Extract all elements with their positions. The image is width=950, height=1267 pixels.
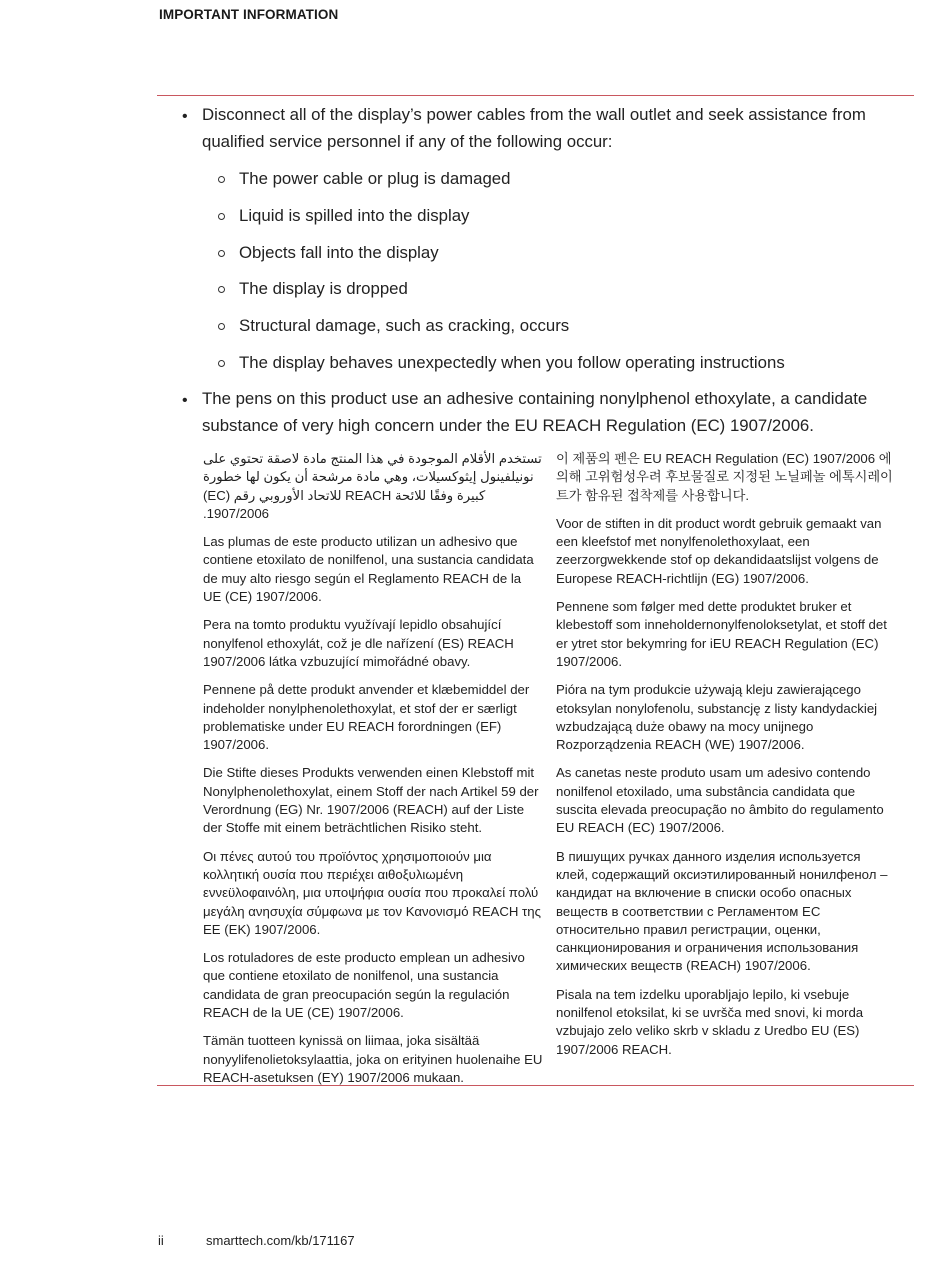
bottom-divider: [157, 1085, 914, 1086]
translations-right-column: [556, 450, 896, 1069]
page-header-title: IMPORTANT INFORMATION: [159, 7, 339, 22]
translation-slovenian: Pisala na tem izdelku uporabljajo lepilo, ki vsebuje nonilfenol etoksilat, ki se uvršča med snovi, ki morda vzbujajo zelo veliko skrb v skladu z Uredbo EU (ES) 1907/2006 REACH.: [556, 986, 864, 1057]
translation-arabic: تستخدم الأقلام الموجودة في هذا المنتج مادة لاصقة تحتوي على نونيلفينول إيثوكسيلات، وهي مادة مرشحة أن يكون لها خطورة كبيرة وفقًا للائحة REACH للاتحاد الأوروبي رقم (EC) 1907/2006.: [203, 451, 542, 521]
translation-czech: Pera na tomto produktu využívají lepidlo obsahující nonylfenol ethoxylát, což je dle nařízení (ES) REACH 1907/2006 látka vzbuzující mimořádné obavy.: [203, 617, 514, 669]
sub-bullet-circle: [218, 360, 225, 367]
top-divider: [157, 95, 914, 96]
translation-polish: Pióra na tym produkcie używają kleju zawierającego etoksylan nonylofenolu, substancję z listy kandydackiej wzbudzającą duże obawy na mocy unijnego Rozporządzenia REACH (WE) 1907/2006.: [556, 682, 878, 753]
translation-danish: Pennene på dette produkt anvender et klæbemiddel der indeholder nonylphenolethoxylat, et stof der er særligt problematiske under EU REACH forordningen (EF) 1907/2006.: [203, 682, 530, 753]
translation-norwegian: Pennene som følger med dette produktet bruker et klebestoff som inneholdernonylfenoloksetylat, et stoff det er ytret stor bekymring for iEU REACH Regulation (EC) 1907/2006.: [556, 599, 887, 669]
translation-german: Die Stifte dieses Produkts verwenden einen Klebstoff mit Nonylphenolethoxylat, einem Stoff der nach Artikel 59 der Verordnung (EG) Nr. 1907/2006 (REACH) auf der Liste der Stoffe mit einem beträchtlichen Risiko steht.: [203, 765, 539, 836]
bullet-dot: •: [182, 392, 188, 409]
translation-spanish-latam: Los rotuladores de este producto emplean un adhesivo que contiene etoxilato de nonilfenol, una sustancia candidata de gran preocupación según la regulación REACH de la UE (CE) 1907/2006.: [203, 950, 525, 1021]
sub-bullet-circle: [218, 213, 225, 220]
translation-russian: В пишущих ручках данного изделия используется клей, содержащий оксиэтилированный нонилфенол – кандидат на включение в списки особо опасных веществ в соответствии с Регламентом ЕС относительно правил регистрации, оценки, санкционирования и ограничения использования химических веществ (REACH) 1907/2006.: [556, 848, 888, 974]
translation-korean: 이 제품의 펜은 EU REACH Regulation (EC) 1907/2006 에 의해 고위험성우려 후보물질로 지정된 노닐페놀 에톡시레이트가 함유된 접착제를 사용합니다.: [556, 451, 893, 503]
sub-item-liquid: Liquid is spilled into the display: [239, 206, 470, 225]
translation-dutch: Voor de stiften in dit product wordt gebruik gemaakt van een kleefstof met nonylfenolethoxylaat, een zeerzorgwekkende stof op dekandidaatslijst volgens de Europese REACH-richtlijn (EG) 1907/2006.: [556, 515, 882, 586]
bullet-disconnect-power: Disconnect all of the display’s power cables from the wall outlet and seek assistance from qualified service personnel if any of the following occur:: [202, 105, 866, 151]
sub-bullet-circle: [218, 323, 225, 330]
sub-bullet-circle: [218, 250, 225, 257]
sub-bullet-circle: [218, 176, 225, 183]
translations-left-column: [203, 450, 543, 1097]
footer-url: smarttech.com/kb/171167: [206, 1233, 355, 1248]
sub-item-behaves-unexpectedly: The display behaves unexpectedly when you follow operating instructions: [239, 353, 785, 372]
sub-item-structural-damage: Structural damage, such as cracking, occurs: [239, 316, 570, 335]
translation-portuguese: As canetas neste produto usam um adesivo contendo nonilfenol etoxilado, uma substância candidata que suscita elevada preocupação no âmbito do regulamento EU REACH (EC) 1907/2006.: [556, 765, 884, 836]
bullet-dot: •: [182, 108, 188, 125]
sub-bullet-circle: [218, 286, 225, 293]
sub-item-power-cable: The power cable or plug is damaged: [239, 169, 511, 188]
bullet-pens-adhesive: The pens on this product use an adhesive containing nonylphenol ethoxylate, a candidate substance of very high concern under the EU REACH Regulation (EC) 1907/2006.: [202, 389, 868, 435]
translation-spanish: Las plumas de este producto utilizan un adhesivo que contiene etoxilato de nonilfenol, una sustancia candidata de muy alto riesgo según el Reglamento REACH de la UE (CE) 1907/2006.: [203, 534, 534, 605]
footer-page-number: ii: [158, 1233, 164, 1248]
translation-finnish: Tämän tuotteen kynissä on liimaa, joka sisältää nonyylifenolietoksylaattia, joka on erityinen huolenaihe EU REACH-asetuksen (EY) 1907/2006 mukaan.: [203, 1033, 543, 1085]
sub-item-dropped: The display is dropped: [239, 279, 408, 298]
translation-greek: Οι πένες αυτού του προϊόντος χρησιμοποιούν μια κολλητική ουσία που περιέχει αιθοξυλιωμένη εννεϋλοφαινόλη, μια υποψήφια ουσία που προκαλεί πολύ μεγάλη ανησυχία σύμφωνα με τον Κανονισμό REACH της ΕΕ (ΕΚ) 1907/2006.: [203, 848, 541, 937]
sub-item-objects: Objects fall into the display: [239, 243, 439, 262]
